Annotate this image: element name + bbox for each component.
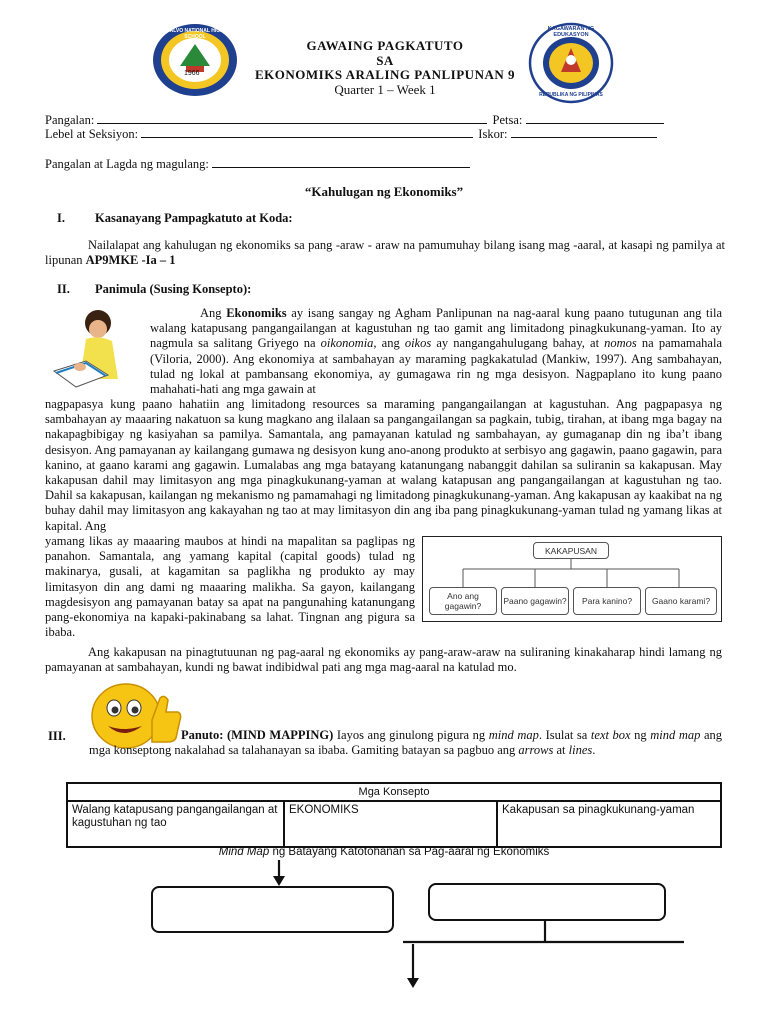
- school-logo-text: SALVO NATIONAL HIGH SCHOOL: [166, 28, 224, 40]
- deped-seal-bottom: REPUBLIKA NG PILIPINAS: [539, 92, 603, 98]
- question-box-3: Para kanino?: [573, 587, 641, 615]
- intro-paragraph-1: Ang Ekonomiks ay isang sangay ng Agham Panlipunan na nag-aaral kung paano tutugunan ang tila walang katapusang pangangailangan at kagustuhan ng tao gamit ang limitadong pinagkukunang-yaman. Ito ay nagmula sa salitang Griyego na oikonomia, ang oikos ay nangangahulugang bahay, at nomos na pamamahala (Viloria, 2000). Ang ekonomiya at sambahayan ay maraming pagkakatulad (Mankiw, 1997). Ang sambahayan, tulad ng lokal at pambansang ekonomiya, ay gumagawa rin ng mga desisyon. Nagpaplano ito kung paano mahahati-hati ang mga gawain at: [150, 306, 723, 397]
- concept-cell-1: Walang katapusang pangangailangan at kagustuhan ng tao: [68, 802, 285, 846]
- parent-label: Pangalan at Lagda ng magulang:: [45, 157, 209, 171]
- kakapusan-box: KAKAPUSAN: [533, 542, 609, 559]
- date-label: Petsa:: [492, 113, 523, 127]
- concept-cell-3: Kakapusan sa pinagkukunang-yaman: [502, 804, 695, 816]
- school-logo-year: 1966: [184, 70, 200, 77]
- question-box-1: Ano ang gagawin?: [429, 587, 497, 615]
- title-line-3: EKONOMIKS ARALING PANLIPUNAN 9: [255, 67, 515, 82]
- question-box-4: Gaano karami?: [645, 587, 717, 615]
- deped-seal-text: KAGAWARAN NG EDUKASYON: [547, 26, 595, 38]
- question-box-2: Paano gagawin?: [501, 587, 569, 615]
- intro-paragraph-2: nagpapasya kung paano hahatiin ang limitadong resources sa maraming pangangailangan at kagustuhan. Ang pagpapasya ng sambahayan ay maaaring nakatuon sa kung magkano ang ilalaan sa pangangailangan sa pagkain, tubig, tirahan, at ibang mga bagay na nakapagbibigay ng kasiyahan sa pamilya. Samantala, ang pamayanan katulad ng sambahayan, ay gumaganap din ng iba’t ibang desisyon. Ang pamayanan ay kailangang gumawa ng desisyon kung ano-anong produkto at serbisyo ang gagawin, paano gagawin, para kanino, at gaano karami ang gagawin. Lumalabas ang mga batayang katanungang nabanggit dahilan sa suliranin sa kakapusan. May kakapusan dahil may limitasyon ang mga pinagkukunang-yaman at walang katapusan ang pangangailangan at kagustuhan ng tao. Dahil sa kakapusan, kailangan ng mekanismo ng pamamahagi ng limitadong pinagkukunang-yaman. Ang kakapusan ay kaakibat na ng buhay dahil may limitasyon ang kakayahan ng tao at may limitasyon din ang iba pang pinagkukunang-yaman tulad ng yamang likas at kapital. Ang: [45, 397, 722, 533]
- mind-map-box-2[interactable]: [428, 883, 666, 921]
- document-title: “Kahulugan ng Ekonomiks”: [304, 184, 464, 199]
- concept-cell-2: EKONOMIKS: [285, 802, 498, 846]
- competency-code: AP9MKE -Ia – 1: [85, 253, 176, 268]
- section-1-text: Nailalapat ang kahulugan ng ekonomiks sa pang -araw - araw na pamumuhay bilang isang mag -aaral, at kasapi ng pamilya at lipunan AP9MKE -Ia – 1: [45, 238, 725, 268]
- section-3-number: III.: [48, 729, 66, 743]
- section-1-heading: I. Kasanayang Pampagkatuto at Koda:: [57, 211, 293, 225]
- section-2-heading: II. Panimula (Susing Konsepto):: [57, 282, 252, 296]
- mind-map-caption: Mind Map ng Batayang Katotohanan sa Pag-aaral ng Ekonomiks: [218, 846, 550, 858]
- title-line-1: GAWAING PAGKATUTO: [306, 38, 464, 53]
- title-line-2: SA: [376, 53, 394, 68]
- concept-table-header: Mga Konsepto: [68, 784, 720, 802]
- section-label: Lebel at Seksiyon:: [45, 127, 139, 141]
- score-label: Iskor:: [478, 127, 508, 141]
- name-label: Pangalan:: [45, 113, 95, 127]
- mind-map-box-1[interactable]: [151, 886, 394, 933]
- section-3-instructions: Panuto: (MIND MAPPING) Iayos ang ginulong pigura ng mind map. Isulat sa text box ng mind map ang mga konseptong nakalahad sa talahanayan sa ibaba. Gamiting batayan sa pagbuo ang arrows at lines.: [89, 728, 722, 757]
- intro-paragraph-3: yamang likas ay maaaring maubos at hindi na mapalitan sa paglipas ng panahon. Samantala, ang yamang kapital (capital goods) tulad ng makinarya, gusali, at kagamitan sa paglikha ng produkto ay may limitasyon din ang dami ng maaaring malikha. Sa gayon, kailangang magdesisyon ang pamayanan batay sa apat na pangunahing katanungang pang-ekonomiya na kapaki-pakinabang sa lahat. Tingnan ang pigura sa ibaba.: [45, 534, 415, 640]
- quarter-week: Quarter 1 – Week 1: [334, 82, 436, 97]
- intro-paragraph-4: Ang kakapusan na pinagtutuunan ng pag-aaral ng ekonomiks ay pang-araw-araw na suliraning kinakaharap hindi lamang ng pamayanan at sambahayan, kundi ng bawat indibidwal pati ang mga mag-aaral na katulad mo.: [45, 645, 722, 675]
